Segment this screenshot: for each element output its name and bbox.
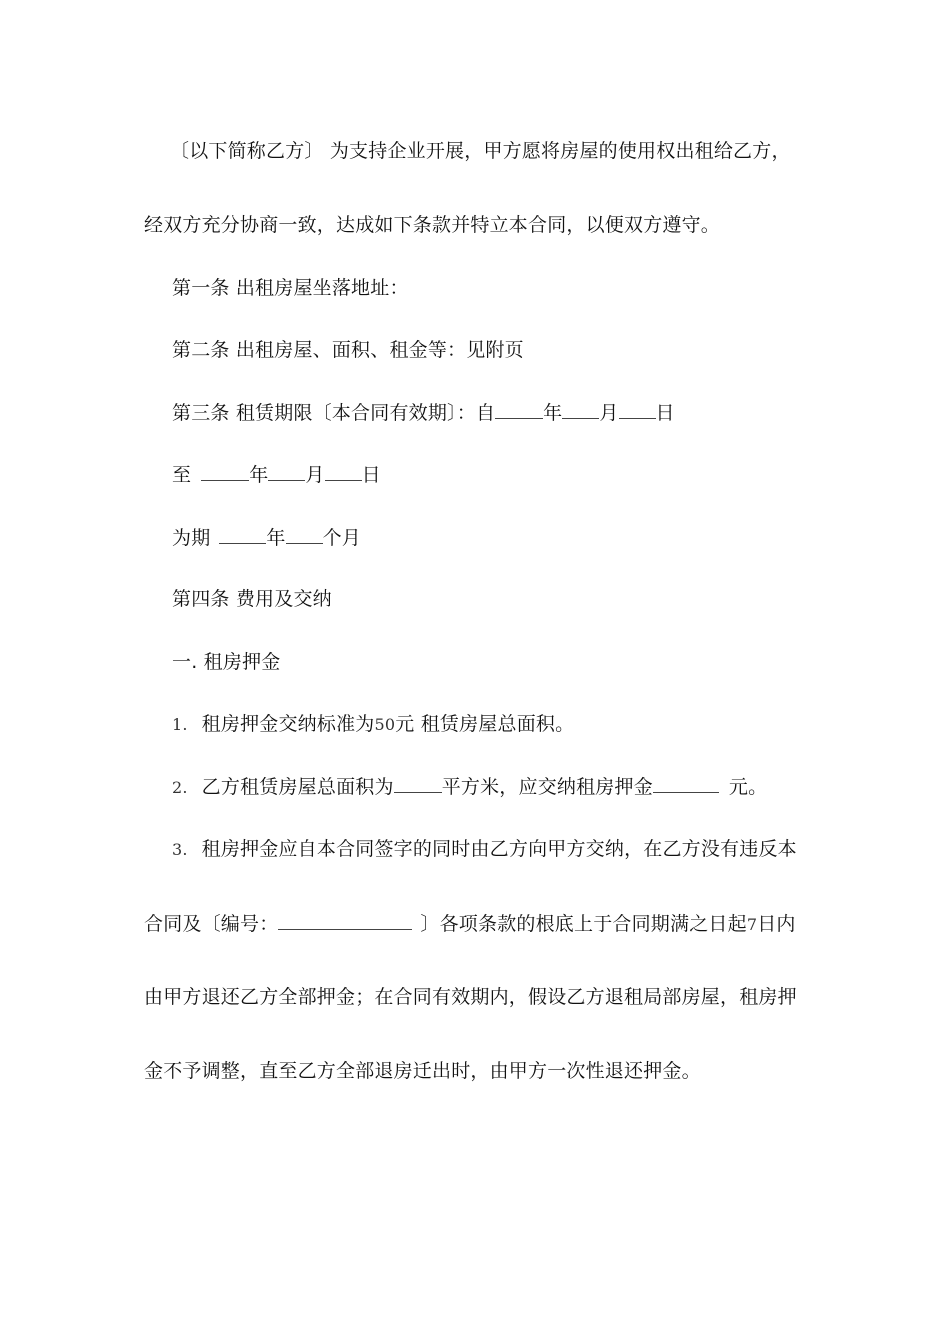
item-number: 2. — [172, 778, 188, 797]
article-4 — [172, 587, 332, 611]
month-label: 月 — [305, 464, 325, 486]
day-label: 日 — [655, 402, 675, 424]
list-item — [172, 712, 574, 737]
article-3 — [172, 400, 675, 425]
list-item — [172, 774, 767, 800]
year-label: 年 — [543, 402, 563, 424]
year-label: 年 — [249, 464, 269, 486]
item-text: 租房押金交纳标准为 — [201, 713, 375, 735]
deposit-amount: 50 — [374, 715, 396, 734]
paragraph-line — [144, 213, 720, 237]
month-blank — [562, 400, 599, 419]
days-count: 7 — [746, 915, 758, 934]
end-date-prefix: 至 — [172, 464, 192, 486]
day-blank — [619, 400, 656, 419]
article-4-text: 第四条 费用及交纳 — [172, 588, 332, 610]
item-text: 日内 — [757, 913, 796, 935]
article-1-text: 第一条 出租房屋坐落地址： — [172, 277, 409, 299]
item-text: 平方米，应交纳租房押金 — [441, 776, 653, 798]
item-text: 〕各项条款的根底上于合同期满之日起 — [420, 913, 747, 935]
year-label: 年 — [266, 527, 286, 549]
year-blank — [495, 400, 543, 419]
item-text: 由甲方退还乙方全部押金；在合同有效期内，假设乙方退租局部房屋，租房押 — [144, 986, 797, 1008]
item-number: 1. — [172, 715, 188, 734]
day-label: 日 — [361, 464, 381, 486]
item-text: 金不予调整，直至乙方全部退房迁出时，由甲方一次性退还押金。 — [144, 1060, 701, 1082]
paragraph-line — [144, 985, 797, 1009]
end-date-line — [172, 462, 381, 487]
paragraph-line — [144, 911, 796, 937]
item-text: 合同及〔编号： — [144, 913, 279, 935]
day-blank — [325, 462, 362, 481]
item-text: 租房押金应自本合同签字的同时由乙方向甲方交纳，在乙方没有违反本 — [201, 838, 797, 860]
article-1 — [172, 276, 409, 300]
list-item — [172, 837, 797, 862]
year-blank — [201, 462, 249, 481]
paragraph-text: 〔以下简称乙方〕 为支持企业开展，甲方愿将房屋的使用权出租给乙方， — [170, 140, 791, 162]
month-label: 月 — [599, 402, 619, 424]
article-2 — [172, 338, 524, 362]
item-number: 3. — [172, 840, 188, 859]
period-prefix: 为期 — [172, 527, 211, 549]
month-blank — [268, 462, 305, 481]
month-blank — [286, 525, 323, 544]
deposit-blank — [653, 774, 719, 793]
paragraph-line — [170, 139, 791, 163]
section-heading-text: 一. 租房押金 — [172, 651, 281, 673]
months-label: 个月 — [322, 527, 362, 549]
section-heading — [172, 650, 280, 674]
article-2-text: 第二条 出租房屋、面积、租金等：见附页 — [172, 339, 524, 361]
contract-number-blank — [278, 911, 412, 930]
item-text: 元。 — [728, 776, 768, 798]
year-blank — [219, 525, 266, 544]
item-text: 元 租赁房屋总面积。 — [395, 713, 575, 735]
item-text: 乙方租赁房屋总面积为 — [201, 776, 394, 798]
article-3-prefix: 第三条 租赁期限〔本合同有效期〕：自 — [172, 402, 496, 424]
paragraph-text: 经双方充分协商一致，达成如下条款并特立本合同，以便双方遵守。 — [144, 214, 721, 236]
area-blank — [394, 774, 442, 793]
period-line — [172, 525, 361, 550]
paragraph-line — [144, 1059, 701, 1083]
